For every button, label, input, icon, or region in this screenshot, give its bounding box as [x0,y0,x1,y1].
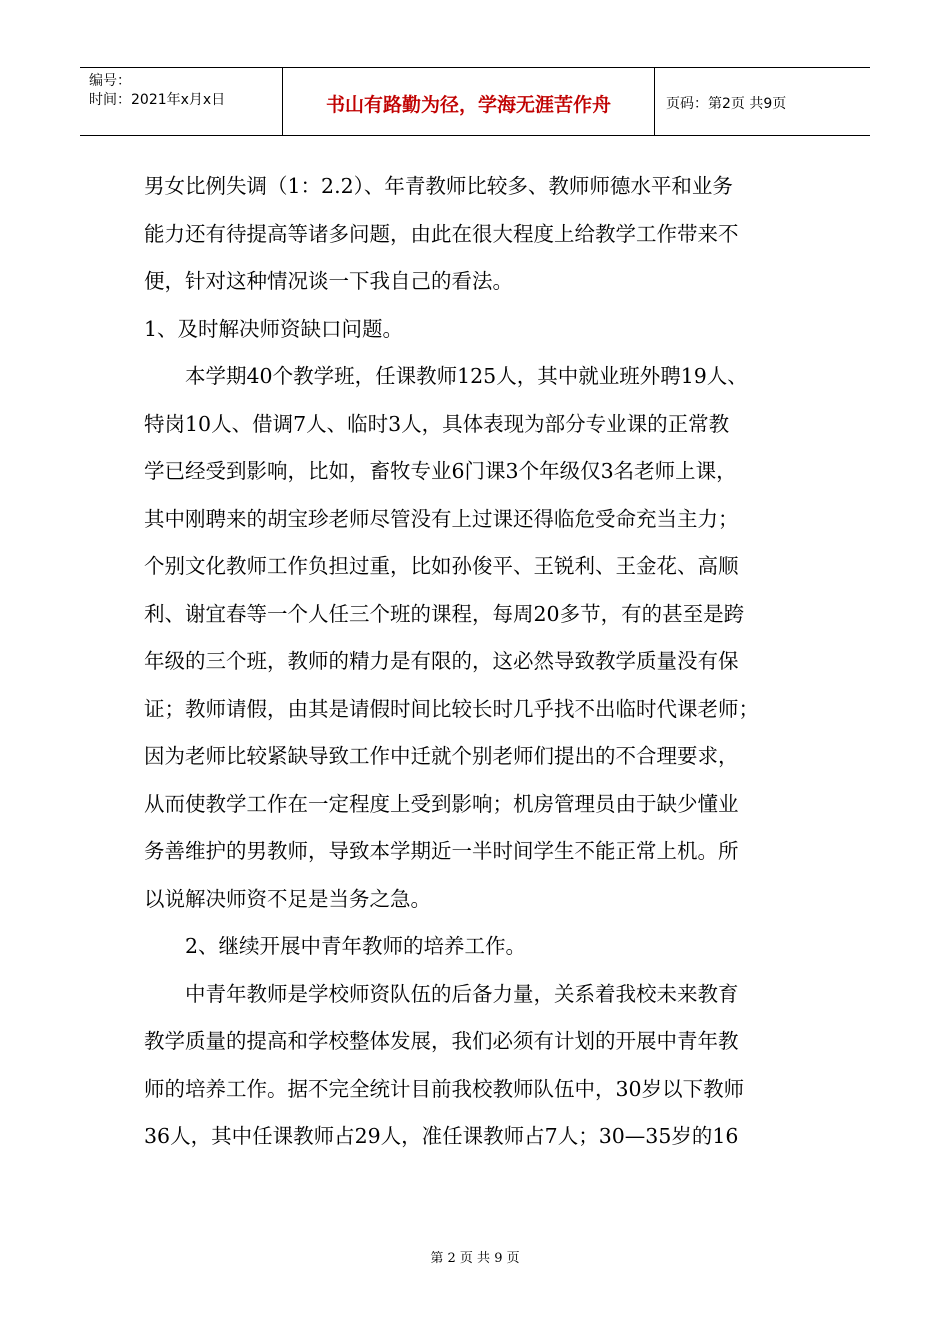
header-page-info: 页码：第2页 共9页 [666,95,787,112]
page-footer: 第 2 页 共 9 页 [430,1251,520,1266]
document-number-label: 编号： [89,73,131,89]
body-line: 证；教师请假，由其是请假时间比较长时几乎找不出临时代课老师； [144,696,759,721]
body-line: 因为老师比较紧缺导致工作中迁就个别老师们提出的不合理要求， [144,744,739,768]
document-date: 时间：2021年x月x日 [89,92,226,108]
body-line: 学已经受到影响，比如，畜牧专业6门课3个年级仅3名老师上课， [144,459,737,483]
section-heading: 2、继续开展中青年教师的培养工作。 [144,934,527,958]
body-line: 男女比例失调（1：2.2）、年青教师比较多、教师师德水平和业务 [144,174,733,198]
body-line: 能力还有待提高等诸多问题，由此在很大程度上给教学工作带来不 [144,221,739,246]
body-line: 务善维护的男教师，导致本学期近一半时间学生不能正常上机。所 [144,839,739,863]
body-line: 师的培养工作。据不完全统计目前我校教师队伍中，30岁以下教师 [144,1076,745,1101]
document-body [144,163,824,1161]
body-line: 年级的三个班，教师的精力是有限的，这必然导致教学质量没有保 [144,649,739,673]
body-line: 36人，其中任课教师占29人，准任课教师占7人；30—35岁的16 [144,1124,739,1148]
header-motto: 书山有路勤为径，学海无涯苦作舟 [283,68,655,135]
body-line: 其中刚聘来的胡宝珍老师尽管没有上过课还得临危受命充当主力； [144,506,739,531]
body-line: 便，针对这种情况谈一下我自己的看法。 [144,269,513,293]
body-line: 教学质量的提高和学校整体发展，我们必须有计划的开展中青年教 [144,1029,739,1053]
body-line: 中青年教师是学校师资队伍的后备力量，关系着我校未来教育 [144,981,739,1006]
body-line: 个别文化教师工作负担过重，比如孙俊平、王锐利、王金花、高顺 [144,554,739,578]
body-line: 利、谢宜春等一个人任三个班的课程，每周20多节，有的甚至是跨 [144,601,745,626]
body-line: 特岗10人、借调7人、临时3人，具体表现为部分专业课的正常教 [144,411,730,436]
body-line: 本学期40个教学班，任课教师125人，其中就业班外聘19人、 [144,364,748,388]
body-line: 从而使教学工作在一定程度上受到影响；机房管理员由于缺少懂业 [144,791,739,816]
section-heading: 1、及时解决师资缺口问题。 [144,316,404,341]
header-meta [80,68,283,135]
body-line: 以说解决师资不足是当务之急。 [144,886,431,911]
page-header [80,67,870,136]
